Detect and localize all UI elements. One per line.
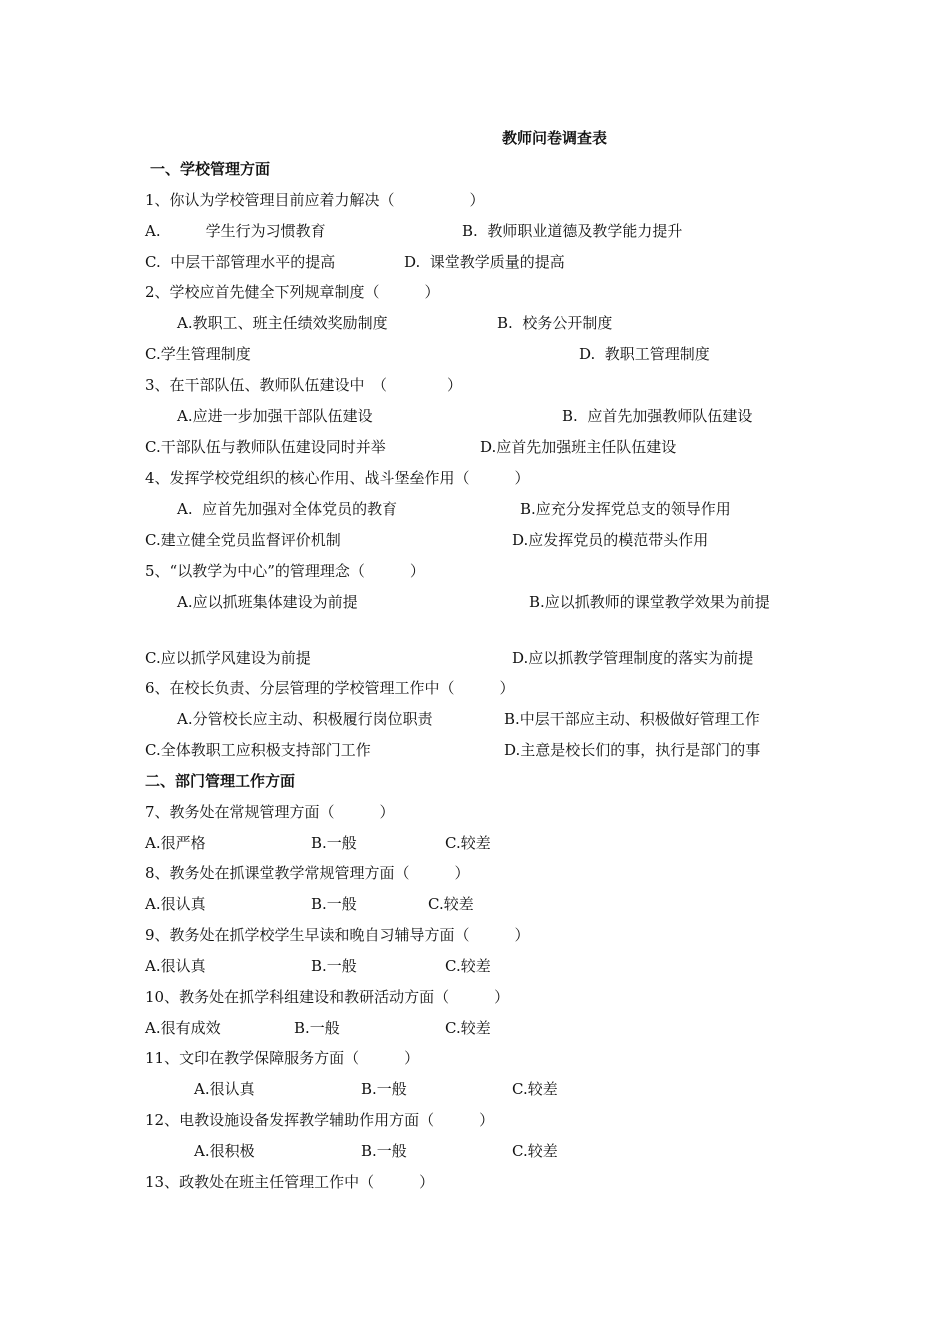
question-10-option-b: B.一般 [294,1019,340,1037]
question-6-option-c: C.全体教职工应积极支持部门工作 [145,741,371,759]
question-3-option-c: C.干部队伍与教师队伍建设同时并举 [145,438,386,456]
question-5-option-c: C.应以抓学风建设为前提 [145,649,311,667]
question-8-option-b: B.一般 [311,895,357,913]
question-4-option-b: B.应充分发挥党总支的领导作用 [520,500,731,518]
question-5-option-b: B.应以抓教师的课堂教学效果为前提 [529,593,770,611]
question-4: 4、发挥学校党组织的核心作用、战斗堡垒作用（ ） [145,469,530,487]
question-2-option-a: A.教职工、班主任绩效奖励制度 [177,314,388,332]
page-title: 教师问卷调查表 [502,129,608,147]
question-4-option-d: D.应发挥党员的模范带头作用 [512,531,709,549]
question-11-option-a: A.很认真 [194,1080,255,1098]
question-12-option-b: B.一般 [361,1142,407,1160]
question-1-option-c: C. 中层干部管理水平的提高 [145,253,336,271]
question-11-option-c: C.较差 [512,1080,558,1098]
question-8-option-c: C.较差 [428,895,474,913]
question-12-option-a: A.很积极 [194,1142,255,1160]
question-9-option-a: A.很认真 [145,957,206,975]
question-7: 7、教务处在常规管理方面（ ） [145,803,395,821]
question-2-option-d: D. 教职工管理制度 [579,345,710,363]
question-6: 6、在校长负责、分层管理的学校管理工作中（ ） [145,679,515,697]
question-3: 3、在干部队伍、教师队伍建设中 （ ） [145,376,463,394]
question-3-option-b: B. 应首先加强教师队伍建设 [562,407,753,425]
question-4-option-a: A. 应首先加强对全体党员的教育 [177,500,398,518]
section-heading-department-management: 二、部门管理工作方面 [145,772,296,790]
question-9-option-c: C.较差 [445,957,491,975]
question-11: 11、文印在教学保障服务方面（ ） [145,1049,420,1067]
question-8-option-a: A.很认真 [145,895,206,913]
question-1: 1、你认为学校管理目前应着力解决（ ） [145,191,485,209]
question-10-option-a: A.很有成效 [145,1019,221,1037]
question-6-option-a: A.分管校长应主动、积极履行岗位职责 [177,710,433,728]
question-12-option-c: C.较差 [512,1142,558,1160]
question-2-option-b: B. 校务公开制度 [497,314,613,332]
question-7-option-b: B.一般 [311,834,357,852]
question-5-option-d: D.应以抓教学管理制度的落实为前提 [512,649,754,667]
question-1-option-b: B. 教师职业道德及教学能力提升 [462,222,683,240]
question-1-option-a: A. 学生行为习惯教育 [145,222,326,240]
question-6-option-b: B.中层干部应主动、积极做好管理工作 [504,710,760,728]
question-2: 2、学校应首先健全下列规章制度（ ） [145,283,440,301]
question-7-option-a: A.很严格 [145,834,206,852]
question-4-option-c: C.建立健全党员监督评价机制 [145,531,341,549]
question-3-option-a: A.应进一步加强干部队伍建设 [177,407,373,425]
question-1-option-d: D. 课堂教学质量的提高 [404,253,565,271]
question-8: 8、教务处在抓课堂教学常规管理方面（ ） [145,864,470,882]
question-6-option-d: D.主意是校长们的事，执行是部门的事 [504,741,761,759]
question-5: 5、“以教学为中心”的管理理念（ ） [145,562,425,580]
question-9: 9、教务处在抓学校学生早读和晚自习辅导方面（ ） [145,926,530,944]
question-11-option-b: B.一般 [361,1080,407,1098]
question-10-option-c: C.较差 [445,1019,491,1037]
question-7-option-c: C.较差 [445,834,491,852]
question-10: 10、教务处在抓学科组建设和教研活动方面（ ） [145,988,510,1006]
question-9-option-b: B.一般 [311,957,357,975]
question-2-option-c: C.学生管理制度 [145,345,251,363]
question-3-option-d: D.应首先加强班主任队伍建设 [480,438,677,456]
question-5-option-a: A.应以抓班集体建设为前提 [177,593,358,611]
section-heading-school-management: 一、学校管理方面 [150,160,271,178]
question-13: 13、政教处在班主任管理工作中（ ） [145,1173,435,1191]
question-12: 12、电教设施设备发挥教学辅助作用方面（ ） [145,1111,495,1129]
